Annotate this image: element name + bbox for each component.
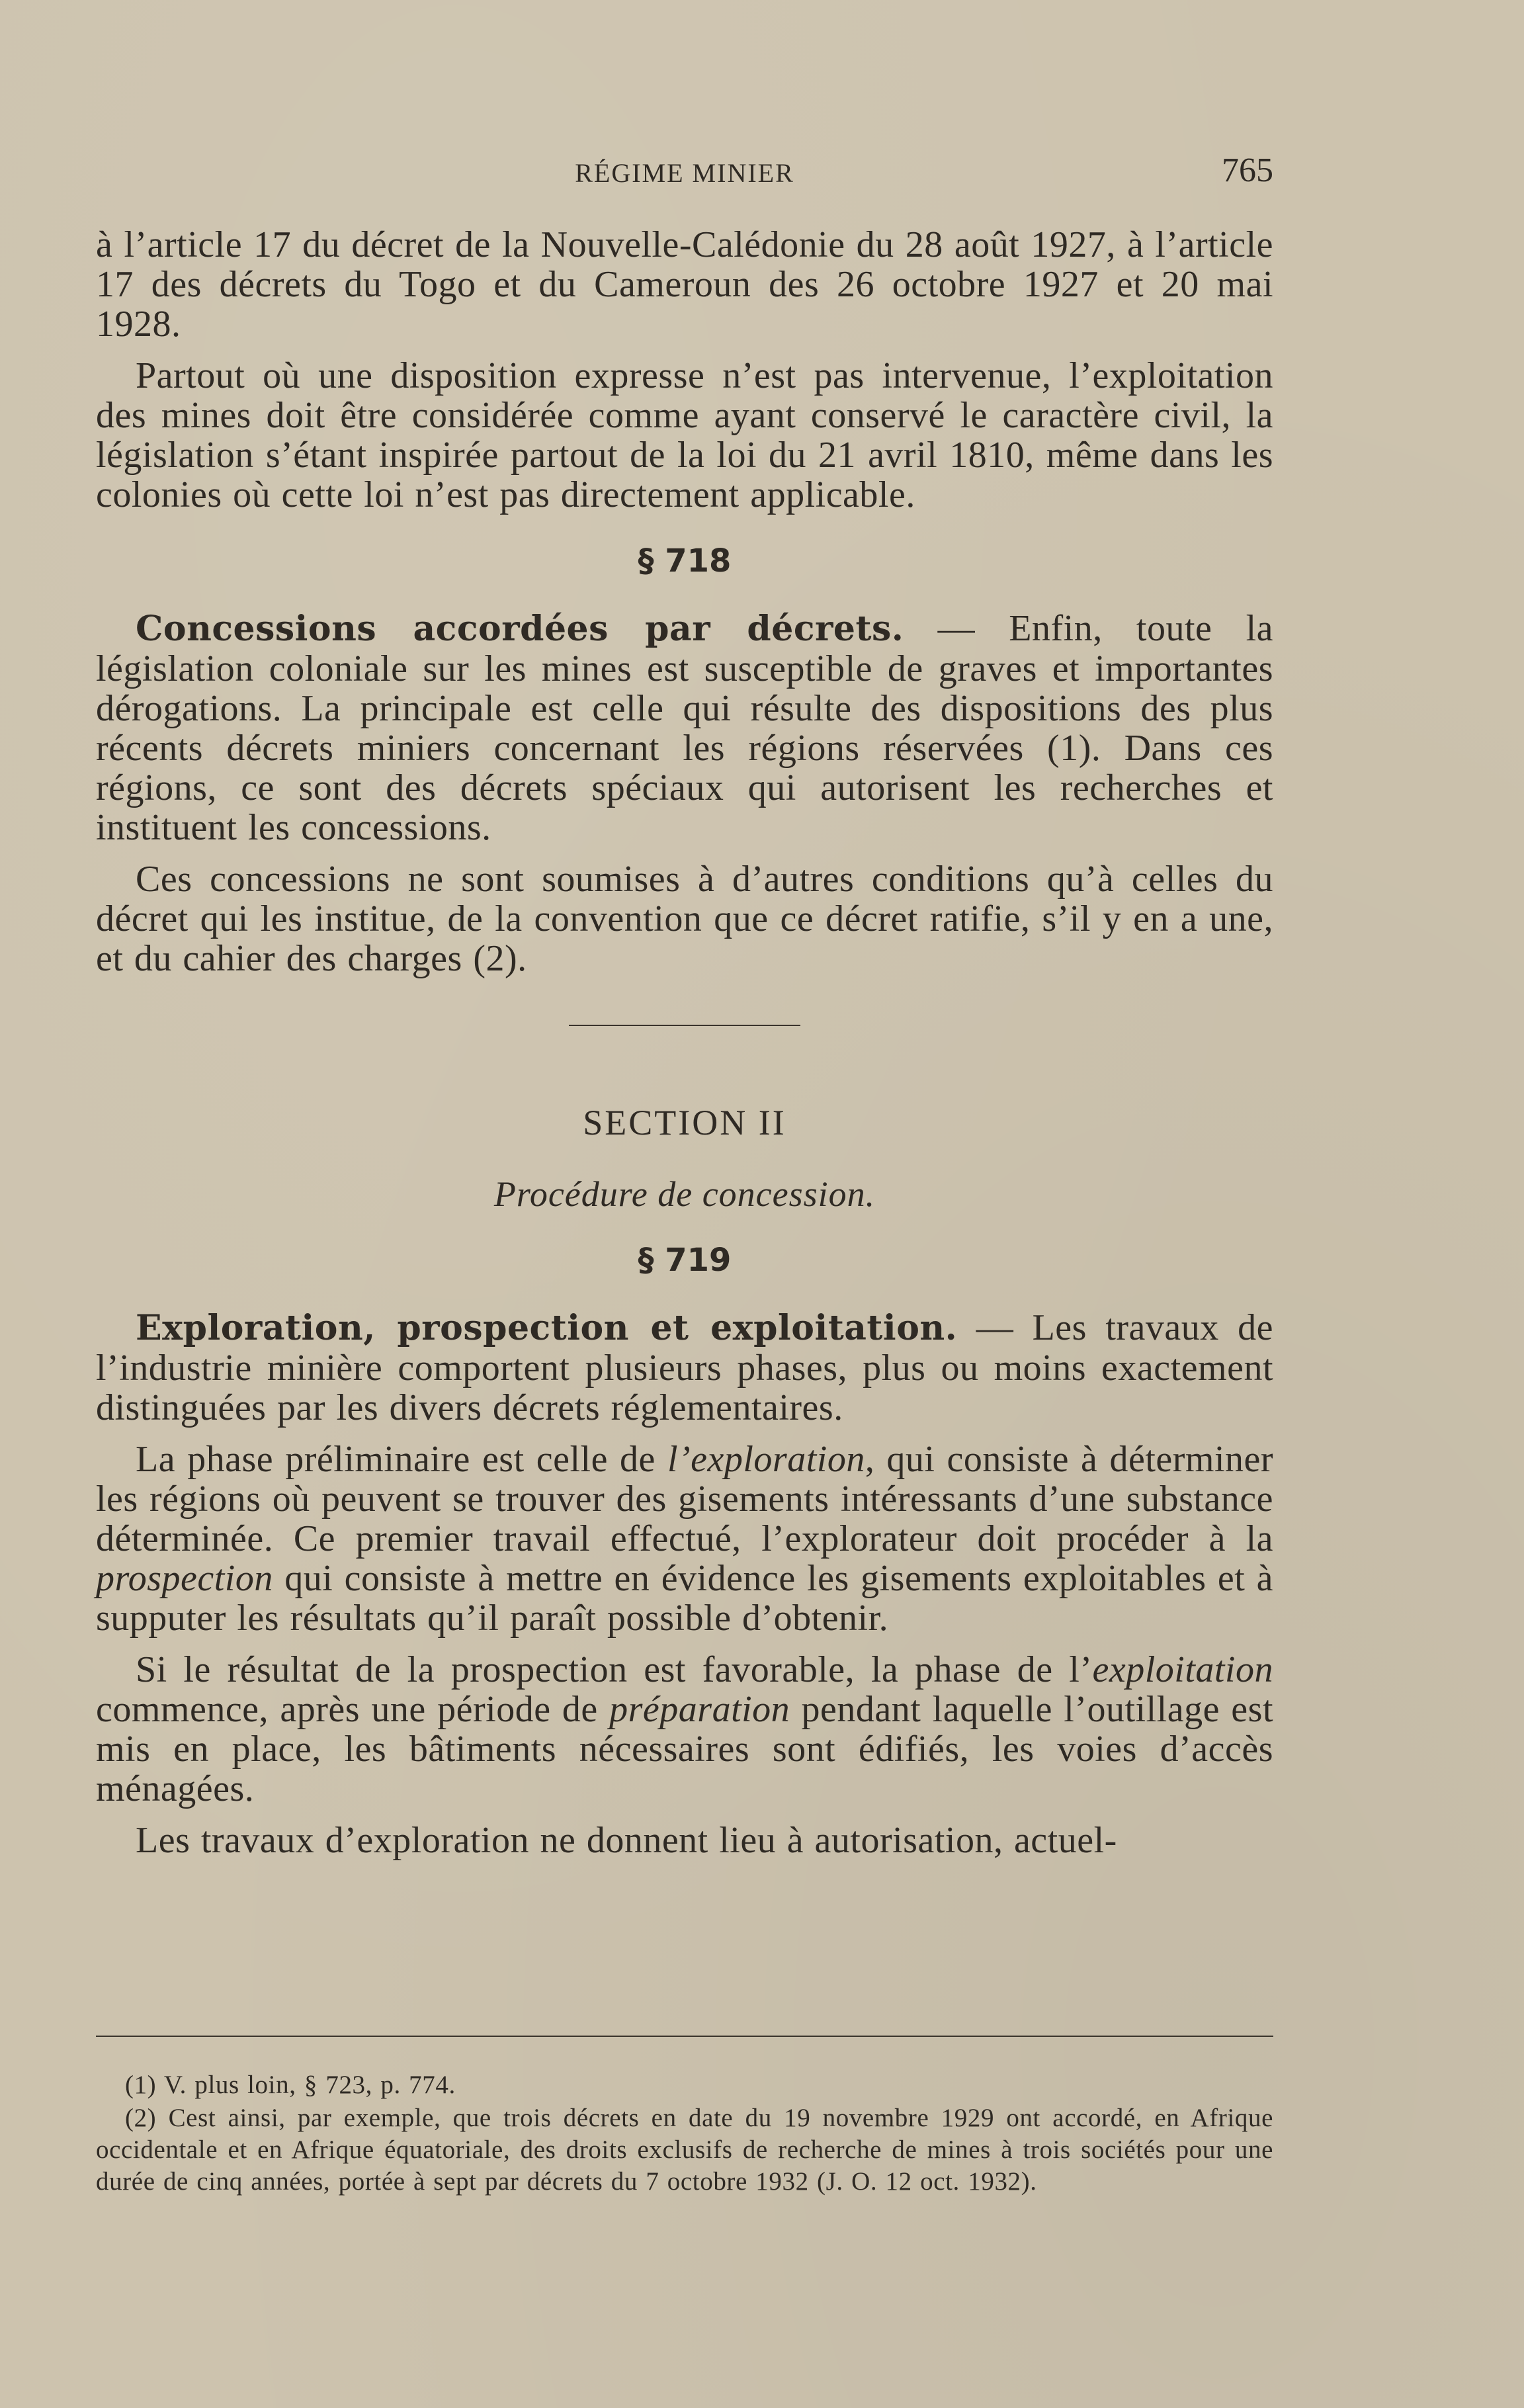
paragraph-3-text: — Enfin, toute la législation coloniale sur les mines est susceptible de graves et importantes dérogations. La principale est celle qui résulte des dispositions des plus récents décrets miniers concernant les régions réservées (1). Dans ces régions, ce sont des décrets spéciaux qui autorisent les recherches et instituent les concessions.: [96, 608, 1273, 848]
footnote-2: (2) Cest ainsi, par exemple, que trois décrets en date du 19 novembre 1929 ont accordé, en Afrique occidentale et en Afrique équatoriale, des droits exclusifs de recherche de mines à trois sociétés pour une durée de cinq années, portée à sept par décrets du 7 octobre 1932 (J. O. 12 oct. 1932).: [96, 2104, 1273, 2196]
paragraph-7-c: pendant laquelle l’outillage est mis en place, les bâtiments nécessaires sont édifiés, les voies d’accès ménagées.: [96, 1689, 1273, 1809]
section-mark-719: § 719: [638, 1242, 732, 1279]
heading-exploration: Exploration, prospection et exploitation.: [136, 1308, 958, 1348]
paragraph-7-a: Si le résultat de la prospection est favorable, la phase de l’: [136, 1649, 1093, 1690]
paragraph-5: [96, 1308, 1273, 1428]
section-divider: [569, 1025, 800, 1026]
paragraph-6-b: , qui consiste à déterminer les régions où peuvent se trouver des gisements intéressants d’une substance déterminée. Ce premier travail effectué, l’explorateur doit procéder à la: [96, 1439, 1274, 1559]
paragraph-3: [96, 609, 1273, 847]
paragraph-6-c: qui consiste à mettre en évidence les gisements exploitables et à supputer les résultats qu’il paraît possible d’obtenir.: [96, 1558, 1273, 1639]
paragraph-2: Partout où une disposition expresse n’est pas intervenue, l’exploitation des mines doit être considérée comme ayant conservé le caractère civil, la législation s’étant inspirée partout de la loi du 21 avril 1810, même dans les colonies où cette loi n’est pas directement applicable.: [96, 355, 1273, 515]
body-text: [96, 225, 1273, 1872]
page-header: [96, 153, 1273, 193]
paragraph-5-text: — Les travaux de l’industrie minière comportent plusieurs phases, plus ou moins exactement distinguées par les divers décrets réglementaires.: [96, 1307, 1273, 1428]
footnote-1: (1) V. plus loin, § 723, p. 774.: [125, 2071, 456, 2099]
paragraph-6: [96, 1440, 1273, 1638]
paragraph-1: à l’article 17 du décret de la Nouvelle-Calédonie du 28 août 1927, à l’article 17 des décrets du Togo et du Cameroun des 26 octobre 1927 et 20 mai 1928.: [96, 224, 1273, 345]
footnotes: [96, 2069, 1273, 2199]
section-mark-718: § 718: [638, 542, 732, 580]
term-preparation: préparation: [609, 1689, 790, 1730]
term-exploration: l’exploration: [667, 1439, 865, 1480]
page-number: 765: [1222, 151, 1273, 189]
paragraph-7-b: commence, après une période de: [96, 1689, 610, 1730]
term-prospection: prospection: [96, 1558, 273, 1599]
footnote-rule: [96, 2036, 1273, 2037]
running-head: RÉGIME MINIER: [575, 158, 794, 188]
term-exploitation: exploitation: [1092, 1649, 1273, 1690]
paragraph-7: [96, 1650, 1273, 1809]
heading-concessions: Concessions accordées par décrets.: [136, 609, 904, 649]
paragraph-8: Les travaux d’exploration ne donnent lieu à autorisation, actuel-: [136, 1820, 1117, 1861]
paragraph-4: Ces concessions ne sont soumises à d’autres conditions qu’à celles du décret qui les institue, de la convention que ce décret ratifie, s’il y en a une, et du cahier des charges (2).: [96, 859, 1273, 979]
section-subtitle: Procédure de concession.: [493, 1174, 876, 1214]
section-title: SECTION II: [583, 1103, 786, 1142]
paragraph-6-a: La phase préliminaire est celle de: [136, 1439, 667, 1480]
